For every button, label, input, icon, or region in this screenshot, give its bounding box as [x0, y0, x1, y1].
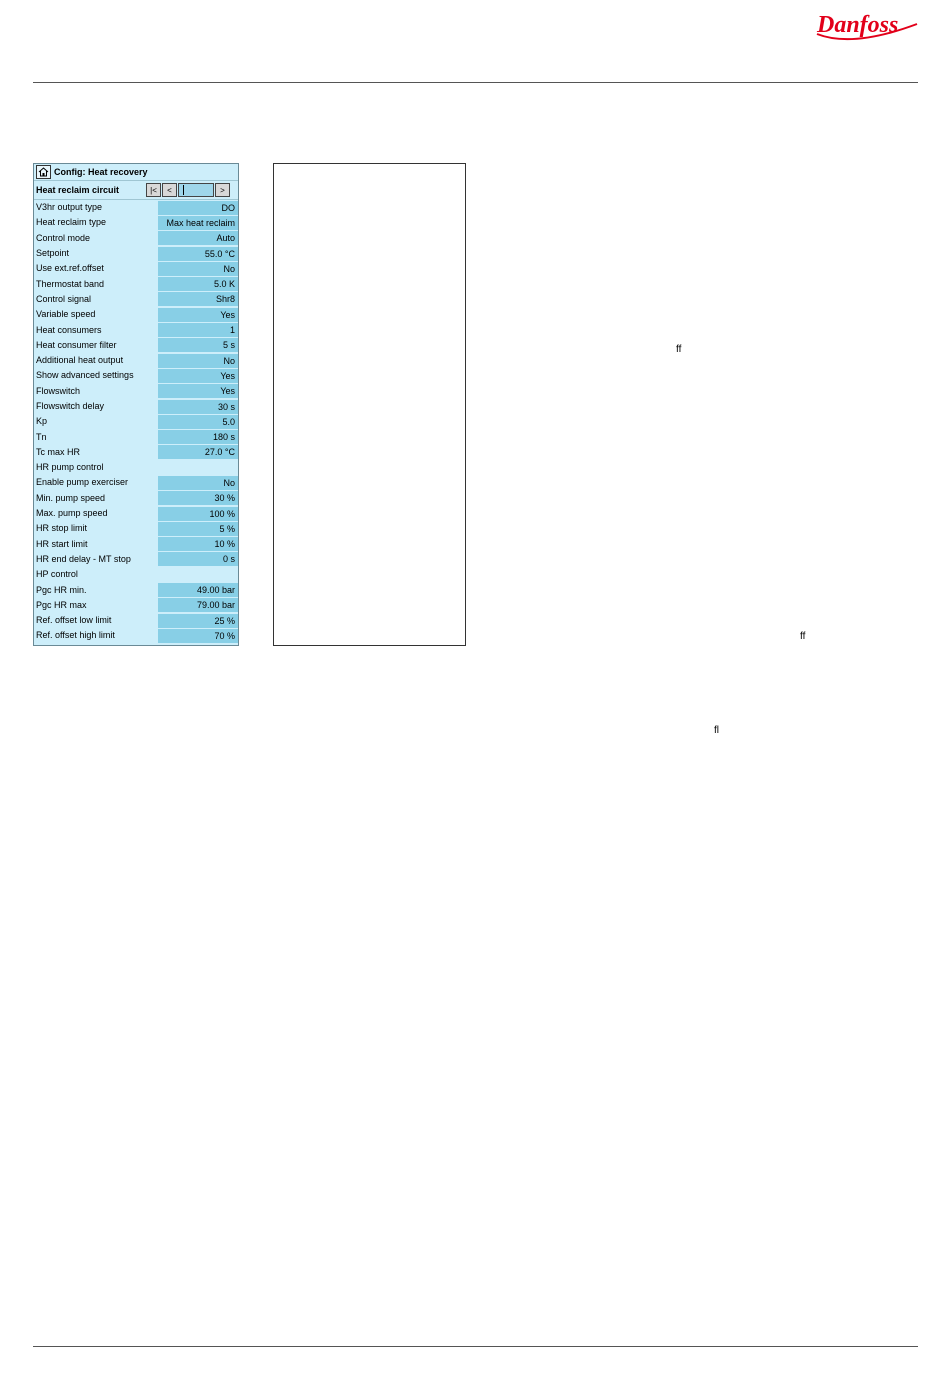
- setting-row[interactable]: [34, 261, 238, 276]
- setting-value[interactable]: 5.0 K: [158, 277, 238, 291]
- setting-row[interactable]: [34, 552, 238, 567]
- panel-title-bar: [34, 164, 238, 181]
- setting-row[interactable]: [34, 445, 238, 460]
- setting-label: Control mode: [36, 232, 91, 243]
- setting-value[interactable]: 5 %: [158, 522, 238, 536]
- next-icon[interactable]: >: [215, 183, 230, 197]
- setting-value[interactable]: 5 s: [158, 338, 238, 352]
- setting-row[interactable]: [34, 322, 238, 337]
- setting-label: Heat consumers: [36, 324, 102, 335]
- setting-label: Flowswitch: [36, 385, 81, 396]
- setting-label: Tc max HR: [36, 446, 81, 457]
- section-header: [34, 460, 238, 475]
- stray-glyph: ff: [800, 631, 806, 642]
- setting-row[interactable]: [34, 491, 238, 506]
- setting-value[interactable]: 1: [158, 323, 238, 337]
- setting-row[interactable]: [34, 215, 238, 230]
- setting-value[interactable]: Auto: [158, 231, 238, 245]
- setting-label: Show advanced settings: [36, 370, 134, 381]
- setting-label: Enable pump exerciser: [36, 477, 129, 488]
- setting-value[interactable]: 25 %: [158, 614, 238, 628]
- footer-divider: [33, 1346, 918, 1347]
- setting-row[interactable]: [34, 414, 238, 429]
- setting-label: Kp: [36, 416, 48, 427]
- setting-value[interactable]: 180 s: [158, 430, 238, 444]
- setting-label: Additional heat output: [36, 355, 124, 366]
- setting-row[interactable]: [34, 506, 238, 521]
- setting-label: Max. pump speed: [36, 508, 108, 519]
- setting-label: Thermostat band: [36, 278, 105, 289]
- setting-value[interactable]: No: [158, 476, 238, 490]
- setting-row[interactable]: [34, 399, 238, 414]
- setting-row[interactable]: [34, 384, 238, 399]
- setting-row[interactable]: [34, 628, 238, 643]
- setting-label: Variable speed: [36, 309, 96, 320]
- setting-row[interactable]: [34, 429, 238, 444]
- setting-row[interactable]: [34, 307, 238, 322]
- config-panel: [33, 163, 239, 646]
- setting-value[interactable]: No: [158, 354, 238, 368]
- setting-label: Ref. offset low limit: [36, 615, 112, 626]
- setting-label: HR end delay - MT stop: [36, 553, 131, 564]
- setting-row[interactable]: [34, 537, 238, 552]
- setting-value[interactable]: 30 %: [158, 491, 238, 505]
- setting-label: Tn: [36, 431, 47, 442]
- circuit-navigator: [34, 181, 238, 200]
- setting-label: Use ext.ref.offset: [36, 263, 104, 274]
- setting-value[interactable]: Yes: [158, 308, 238, 322]
- home-icon[interactable]: [36, 165, 51, 179]
- setting-value[interactable]: 70 %: [158, 629, 238, 643]
- setting-value[interactable]: 27.0 °C: [158, 445, 238, 459]
- setting-label: Ref. offset high limit: [36, 630, 115, 641]
- setting-value[interactable]: 5.0: [158, 415, 238, 429]
- setting-label: HR stop limit: [36, 523, 88, 534]
- settings-list: [34, 200, 238, 644]
- setting-value[interactable]: 10 %: [158, 537, 238, 551]
- setting-row[interactable]: [34, 613, 238, 628]
- section-header: [34, 567, 238, 582]
- setting-value[interactable]: 30 s: [158, 400, 238, 414]
- empty-frame: [273, 163, 466, 646]
- setting-row[interactable]: [34, 368, 238, 383]
- setting-value[interactable]: Shr8: [158, 292, 238, 306]
- setting-label: Heat consumer filter: [36, 339, 117, 350]
- setting-row[interactable]: [34, 338, 238, 353]
- setting-value[interactable]: 79.00 bar: [158, 598, 238, 612]
- header-divider: [33, 82, 918, 83]
- setting-label: V3hr output type: [36, 202, 103, 213]
- setting-value[interactable]: 100 %: [158, 507, 238, 521]
- setting-row[interactable]: [34, 582, 238, 597]
- setting-row[interactable]: [34, 475, 238, 490]
- setting-row[interactable]: [34, 521, 238, 536]
- setting-label: Control signal: [36, 293, 92, 304]
- setting-value[interactable]: 49.00 bar: [158, 583, 238, 597]
- circuit-index-field[interactable]: [178, 183, 214, 197]
- setting-label: HP control: [36, 569, 78, 580]
- setting-label: HR start limit: [36, 538, 88, 549]
- setting-label: HR pump control: [36, 462, 104, 473]
- setting-value[interactable]: Yes: [158, 369, 238, 383]
- setting-row[interactable]: [34, 292, 238, 307]
- setting-value[interactable]: DO: [158, 201, 238, 215]
- setting-row[interactable]: [34, 276, 238, 291]
- setting-value[interactable]: 55.0 °C: [158, 247, 238, 261]
- setting-row[interactable]: [34, 231, 238, 246]
- first-page-icon[interactable]: |<: [146, 183, 161, 197]
- circuit-label: Heat reclaim circuit: [36, 184, 120, 195]
- setting-value[interactable]: 0 s: [158, 552, 238, 566]
- stray-glyph: ff: [676, 344, 682, 355]
- setting-row[interactable]: [34, 200, 238, 215]
- stray-glyph: fl: [714, 725, 719, 736]
- setting-row[interactable]: [34, 353, 238, 368]
- setting-label: Min. pump speed: [36, 492, 106, 503]
- setting-value[interactable]: Max heat reclaim: [158, 216, 238, 230]
- setting-label: Heat reclaim type: [36, 217, 107, 228]
- svg-text:Danfoss: Danfoss: [817, 12, 899, 38]
- previous-icon[interactable]: <: [162, 183, 177, 197]
- setting-label: Flowswitch delay: [36, 401, 105, 411]
- setting-label: Setpoint: [36, 248, 70, 259]
- setting-value[interactable]: No: [158, 262, 238, 276]
- panel-title: Config: Heat recovery: [54, 166, 148, 177]
- danfoss-logo: [813, 4, 921, 46]
- setting-label: Pgc HR min.: [36, 584, 87, 595]
- setting-label: Pgc HR max: [36, 599, 87, 610]
- setting-value[interactable]: Yes: [158, 384, 238, 398]
- setting-row[interactable]: [34, 246, 238, 261]
- setting-row[interactable]: [34, 598, 238, 613]
